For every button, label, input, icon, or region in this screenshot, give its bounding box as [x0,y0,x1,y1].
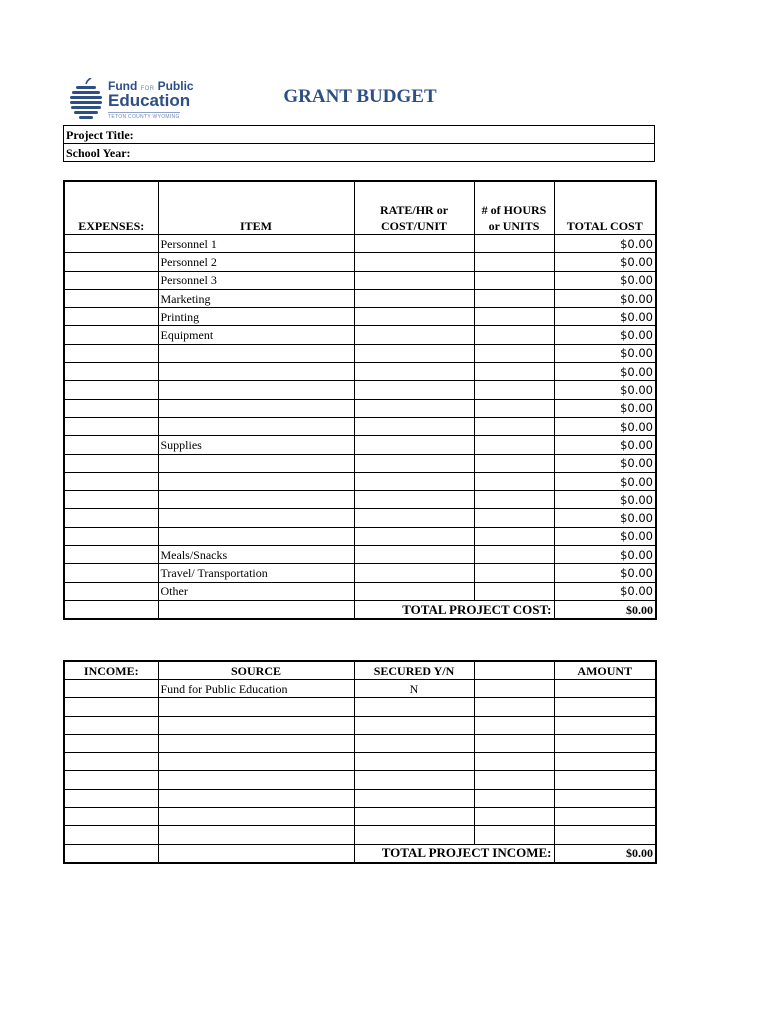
expense-rate-cell[interactable] [354,509,474,527]
logo-county-text: TETON COUNTY WYOMING [108,114,180,120]
expense-rate-cell[interactable] [354,308,474,326]
expense-hours-cell[interactable] [474,472,554,490]
expense-rate-cell[interactable] [354,527,474,545]
expense-row [64,381,656,399]
secured-col-header: SECURED Y/N [354,661,474,680]
expense-rate-cell[interactable] [354,235,474,253]
expense-category-cell[interactable] [64,326,158,344]
item-col-header: ITEM [158,181,354,235]
income-blank-cell[interactable] [474,734,554,752]
income-blank-cell[interactable] [474,826,554,844]
income-category-cell[interactable] [64,698,158,716]
income-secured-cell[interactable] [354,716,474,734]
expense-total-cell[interactable]: $0.00 [554,417,656,435]
income-row [64,771,656,789]
expense-rate-cell[interactable] [354,381,474,399]
income-category-cell[interactable] [64,753,158,771]
expense-total-cell[interactable]: $0.00 [554,308,656,326]
income-category-cell[interactable] [64,789,158,807]
project-title-row [64,126,655,144]
page-title: GRANT BUDGET [283,86,437,107]
expense-total-cell[interactable]: $0.00 [554,253,656,271]
expense-rate-cell[interactable] [354,564,474,582]
income-secured-cell[interactable] [354,808,474,826]
expense-item-cell[interactable] [158,399,354,417]
expense-item-cell[interactable]: Personnel 1 [158,235,354,253]
income-row [64,680,656,698]
expense-hours-cell[interactable] [474,527,554,545]
expense-total-cell[interactable]: $0.00 [554,326,656,344]
expense-category-cell[interactable] [64,527,158,545]
expense-item-cell[interactable]: Printing [158,308,354,326]
expense-total-cell[interactable]: $0.00 [554,564,656,582]
expense-row [64,235,656,253]
expense-category-cell[interactable] [64,417,158,435]
expense-row [64,363,656,381]
expense-category-cell[interactable] [64,399,158,417]
income-amount-cell[interactable] [554,789,656,807]
income-source-cell[interactable] [158,734,354,752]
income-blank-cell[interactable] [474,789,554,807]
expense-total-cell[interactable]: $0.00 [554,363,656,381]
expenses-col-header: EXPENSES: [64,181,158,235]
expense-item-cell[interactable] [158,491,354,509]
expense-category-cell[interactable] [64,344,158,362]
expense-row [64,326,656,344]
expense-rate-cell[interactable] [354,271,474,289]
logo-fund-text: Fund [108,79,138,93]
expense-total-cell[interactable]: $0.00 [554,235,656,253]
expense-item-cell[interactable]: Personnel 2 [158,253,354,271]
expense-hours-cell[interactable] [474,363,554,381]
expenses-header-row [64,181,656,235]
expense-rate-cell[interactable] [354,546,474,564]
expense-item-cell[interactable] [158,381,354,399]
school-year-field[interactable] [64,144,655,162]
expense-category-cell[interactable] [64,491,158,509]
income-blank-cell[interactable] [474,680,554,698]
income-col-header: INCOME: [64,661,158,680]
expense-hours-cell[interactable] [474,308,554,326]
total-income-blank [158,844,354,863]
expense-row [64,399,656,417]
income-amount-cell[interactable] [554,753,656,771]
income-amount-cell[interactable] [554,680,656,698]
expense-category-cell[interactable] [64,454,158,472]
expense-rate-cell[interactable] [354,436,474,454]
income-secured-cell[interactable] [354,789,474,807]
income-row [64,808,656,826]
total-income-label: TOTAL PROJECT INCOME: [354,844,554,863]
expense-category-cell[interactable] [64,235,158,253]
income-category-cell[interactable] [64,808,158,826]
expense-total-cell[interactable]: $0.00 [554,582,656,600]
total-cost-blank [64,600,158,619]
expense-row [64,564,656,582]
income-blank-cell[interactable] [474,808,554,826]
income-row [64,698,656,716]
expense-hours-cell[interactable] [474,564,554,582]
project-title-label: Project Title: [66,127,134,142]
total-col-header: TOTAL COST [554,181,656,235]
income-amount-cell[interactable] [554,716,656,734]
income-source-cell[interactable]: Fund for Public Education [158,680,354,698]
income-category-cell[interactable] [64,716,158,734]
income-category-cell[interactable] [64,771,158,789]
expense-rate-cell[interactable] [354,472,474,490]
expense-total-cell[interactable]: $0.00 [554,271,656,289]
hours-col-line1: # of HOURS [481,203,547,217]
income-secured-cell[interactable] [354,771,474,789]
expense-category-cell[interactable] [64,289,158,307]
income-source-cell[interactable] [158,753,354,771]
expense-item-cell[interactable]: Other [158,582,354,600]
expense-rate-cell[interactable] [354,326,474,344]
apple-logo-icon [68,78,104,122]
expense-rate-cell[interactable] [354,399,474,417]
expense-row [64,308,656,326]
income-row [64,716,656,734]
expense-rate-cell[interactable] [354,363,474,381]
income-row [64,826,656,844]
fund-logo [68,78,208,122]
income-table [63,660,657,864]
expense-item-cell[interactable]: Equipment [158,326,354,344]
expense-item-cell[interactable] [158,417,354,435]
expense-hours-cell[interactable] [474,344,554,362]
expense-category-cell[interactable] [64,381,158,399]
source-col-header: SOURCE [158,661,354,680]
expense-rate-cell[interactable] [354,491,474,509]
income-amount-cell[interactable] [554,826,656,844]
income-row [64,753,656,771]
expense-rate-cell[interactable] [354,454,474,472]
expense-hours-cell[interactable] [474,417,554,435]
expense-hours-cell[interactable] [474,326,554,344]
blank-col-header [474,661,554,680]
income-blank-cell[interactable] [474,698,554,716]
income-source-cell[interactable] [158,716,354,734]
expense-rate-cell[interactable] [354,582,474,600]
total-income-row [64,844,656,863]
income-category-cell[interactable] [64,826,158,844]
expense-row [64,472,656,490]
expense-rate-cell[interactable] [354,417,474,435]
income-amount-cell[interactable] [554,808,656,826]
expense-rate-cell[interactable] [354,253,474,271]
expense-category-cell[interactable] [64,253,158,271]
expense-hours-cell[interactable] [474,399,554,417]
income-row [64,734,656,752]
expense-total-cell[interactable]: $0.00 [554,381,656,399]
expense-row [64,582,656,600]
expense-hours-cell[interactable] [474,582,554,600]
expense-hours-cell[interactable] [474,271,554,289]
income-blank-cell[interactable] [474,753,554,771]
expense-total-cell[interactable]: $0.00 [554,472,656,490]
income-secured-cell[interactable] [354,698,474,716]
expense-hours-cell[interactable] [474,491,554,509]
expense-hours-cell[interactable] [474,454,554,472]
expense-row [64,271,656,289]
expense-hours-cell[interactable] [474,509,554,527]
expense-item-cell[interactable]: Personnel 3 [158,271,354,289]
project-info-table [63,125,655,162]
expense-category-cell[interactable] [64,271,158,289]
income-secured-cell[interactable] [354,734,474,752]
expense-category-cell[interactable] [64,472,158,490]
expense-category-cell[interactable] [64,546,158,564]
expense-row [64,491,656,509]
income-secured-cell[interactable] [354,753,474,771]
expense-row [64,417,656,435]
logo-public-text: Public [157,79,194,93]
expense-row [64,454,656,472]
expense-category-cell[interactable] [64,308,158,326]
expense-total-cell[interactable]: $0.00 [554,344,656,362]
rate-col-line1: RATE/HR or [379,203,449,217]
income-secured-cell[interactable] [354,826,474,844]
logo-education-text: Education [108,91,191,110]
income-category-cell[interactable] [64,680,158,698]
expense-total-cell[interactable]: $0.00 [554,491,656,509]
income-source-cell[interactable] [158,826,354,844]
project-title-field[interactable] [64,126,655,144]
income-amount-cell[interactable] [554,698,656,716]
income-secured-cell[interactable]: N [354,680,474,698]
income-category-cell[interactable] [64,734,158,752]
expense-hours-cell[interactable] [474,546,554,564]
expense-item-cell[interactable] [158,454,354,472]
school-year-row [64,144,655,162]
expense-rate-cell[interactable] [354,344,474,362]
expense-category-cell[interactable] [64,509,158,527]
expense-hours-cell[interactable] [474,289,554,307]
income-source-cell[interactable] [158,808,354,826]
expense-total-cell[interactable]: $0.00 [554,289,656,307]
rate-col-line2: COST/UNIT [380,219,448,233]
income-blank-cell[interactable] [474,771,554,789]
expense-hours-cell[interactable] [474,436,554,454]
expense-item-cell[interactable] [158,509,354,527]
expense-item-cell[interactable] [158,472,354,490]
hours-col-line2: or UNITS [488,219,540,233]
expense-item-cell[interactable]: Travel/ Transportation [158,564,354,582]
expense-row [64,527,656,545]
income-blank-cell[interactable] [474,716,554,734]
expense-total-cell[interactable]: $0.00 [554,436,656,454]
total-cost-row [64,600,656,619]
income-source-cell[interactable] [158,698,354,716]
expense-total-cell[interactable]: $0.00 [554,509,656,527]
total-cost-value: $0.00 [554,600,656,619]
expense-hours-cell[interactable] [474,381,554,399]
expense-hours-cell[interactable] [474,253,554,271]
expense-row [64,344,656,362]
total-cost-label: TOTAL PROJECT COST: [354,600,554,619]
logo-for-text: FOR [140,86,155,92]
expense-item-cell[interactable] [158,363,354,381]
expense-total-cell[interactable]: $0.00 [554,454,656,472]
expense-category-cell[interactable] [64,564,158,582]
amount-col-header: AMOUNT [554,661,656,680]
expense-row [64,436,656,454]
income-source-cell[interactable] [158,789,354,807]
expense-item-cell[interactable] [158,527,354,545]
expense-row [64,253,656,271]
rate-col-header [354,181,474,235]
total-income-blank [64,844,158,863]
expense-row [64,509,656,527]
total-income-value: $0.00 [554,844,656,863]
income-source-cell[interactable] [158,771,354,789]
expense-category-cell[interactable] [64,436,158,454]
expense-category-cell[interactable] [64,363,158,381]
income-amount-cell[interactable] [554,771,656,789]
income-row [64,789,656,807]
expenses-table [63,180,657,620]
expense-total-cell[interactable]: $0.00 [554,399,656,417]
school-year-label: School Year: [66,145,131,160]
income-header-row [64,661,656,680]
expense-row [64,546,656,564]
expense-item-cell[interactable] [158,344,354,362]
expense-item-cell[interactable]: Marketing [158,289,354,307]
income-amount-cell[interactable] [554,734,656,752]
total-cost-blank [158,600,354,619]
hours-col-header [474,181,554,235]
expense-item-cell[interactable]: Supplies [158,436,354,454]
expense-total-cell[interactable]: $0.00 [554,527,656,545]
expense-row [64,289,656,307]
expense-category-cell[interactable] [64,582,158,600]
expense-item-cell[interactable]: Meals/Snacks [158,546,354,564]
expense-hours-cell[interactable] [474,235,554,253]
expense-rate-cell[interactable] [354,289,474,307]
expense-total-cell[interactable]: $0.00 [554,546,656,564]
